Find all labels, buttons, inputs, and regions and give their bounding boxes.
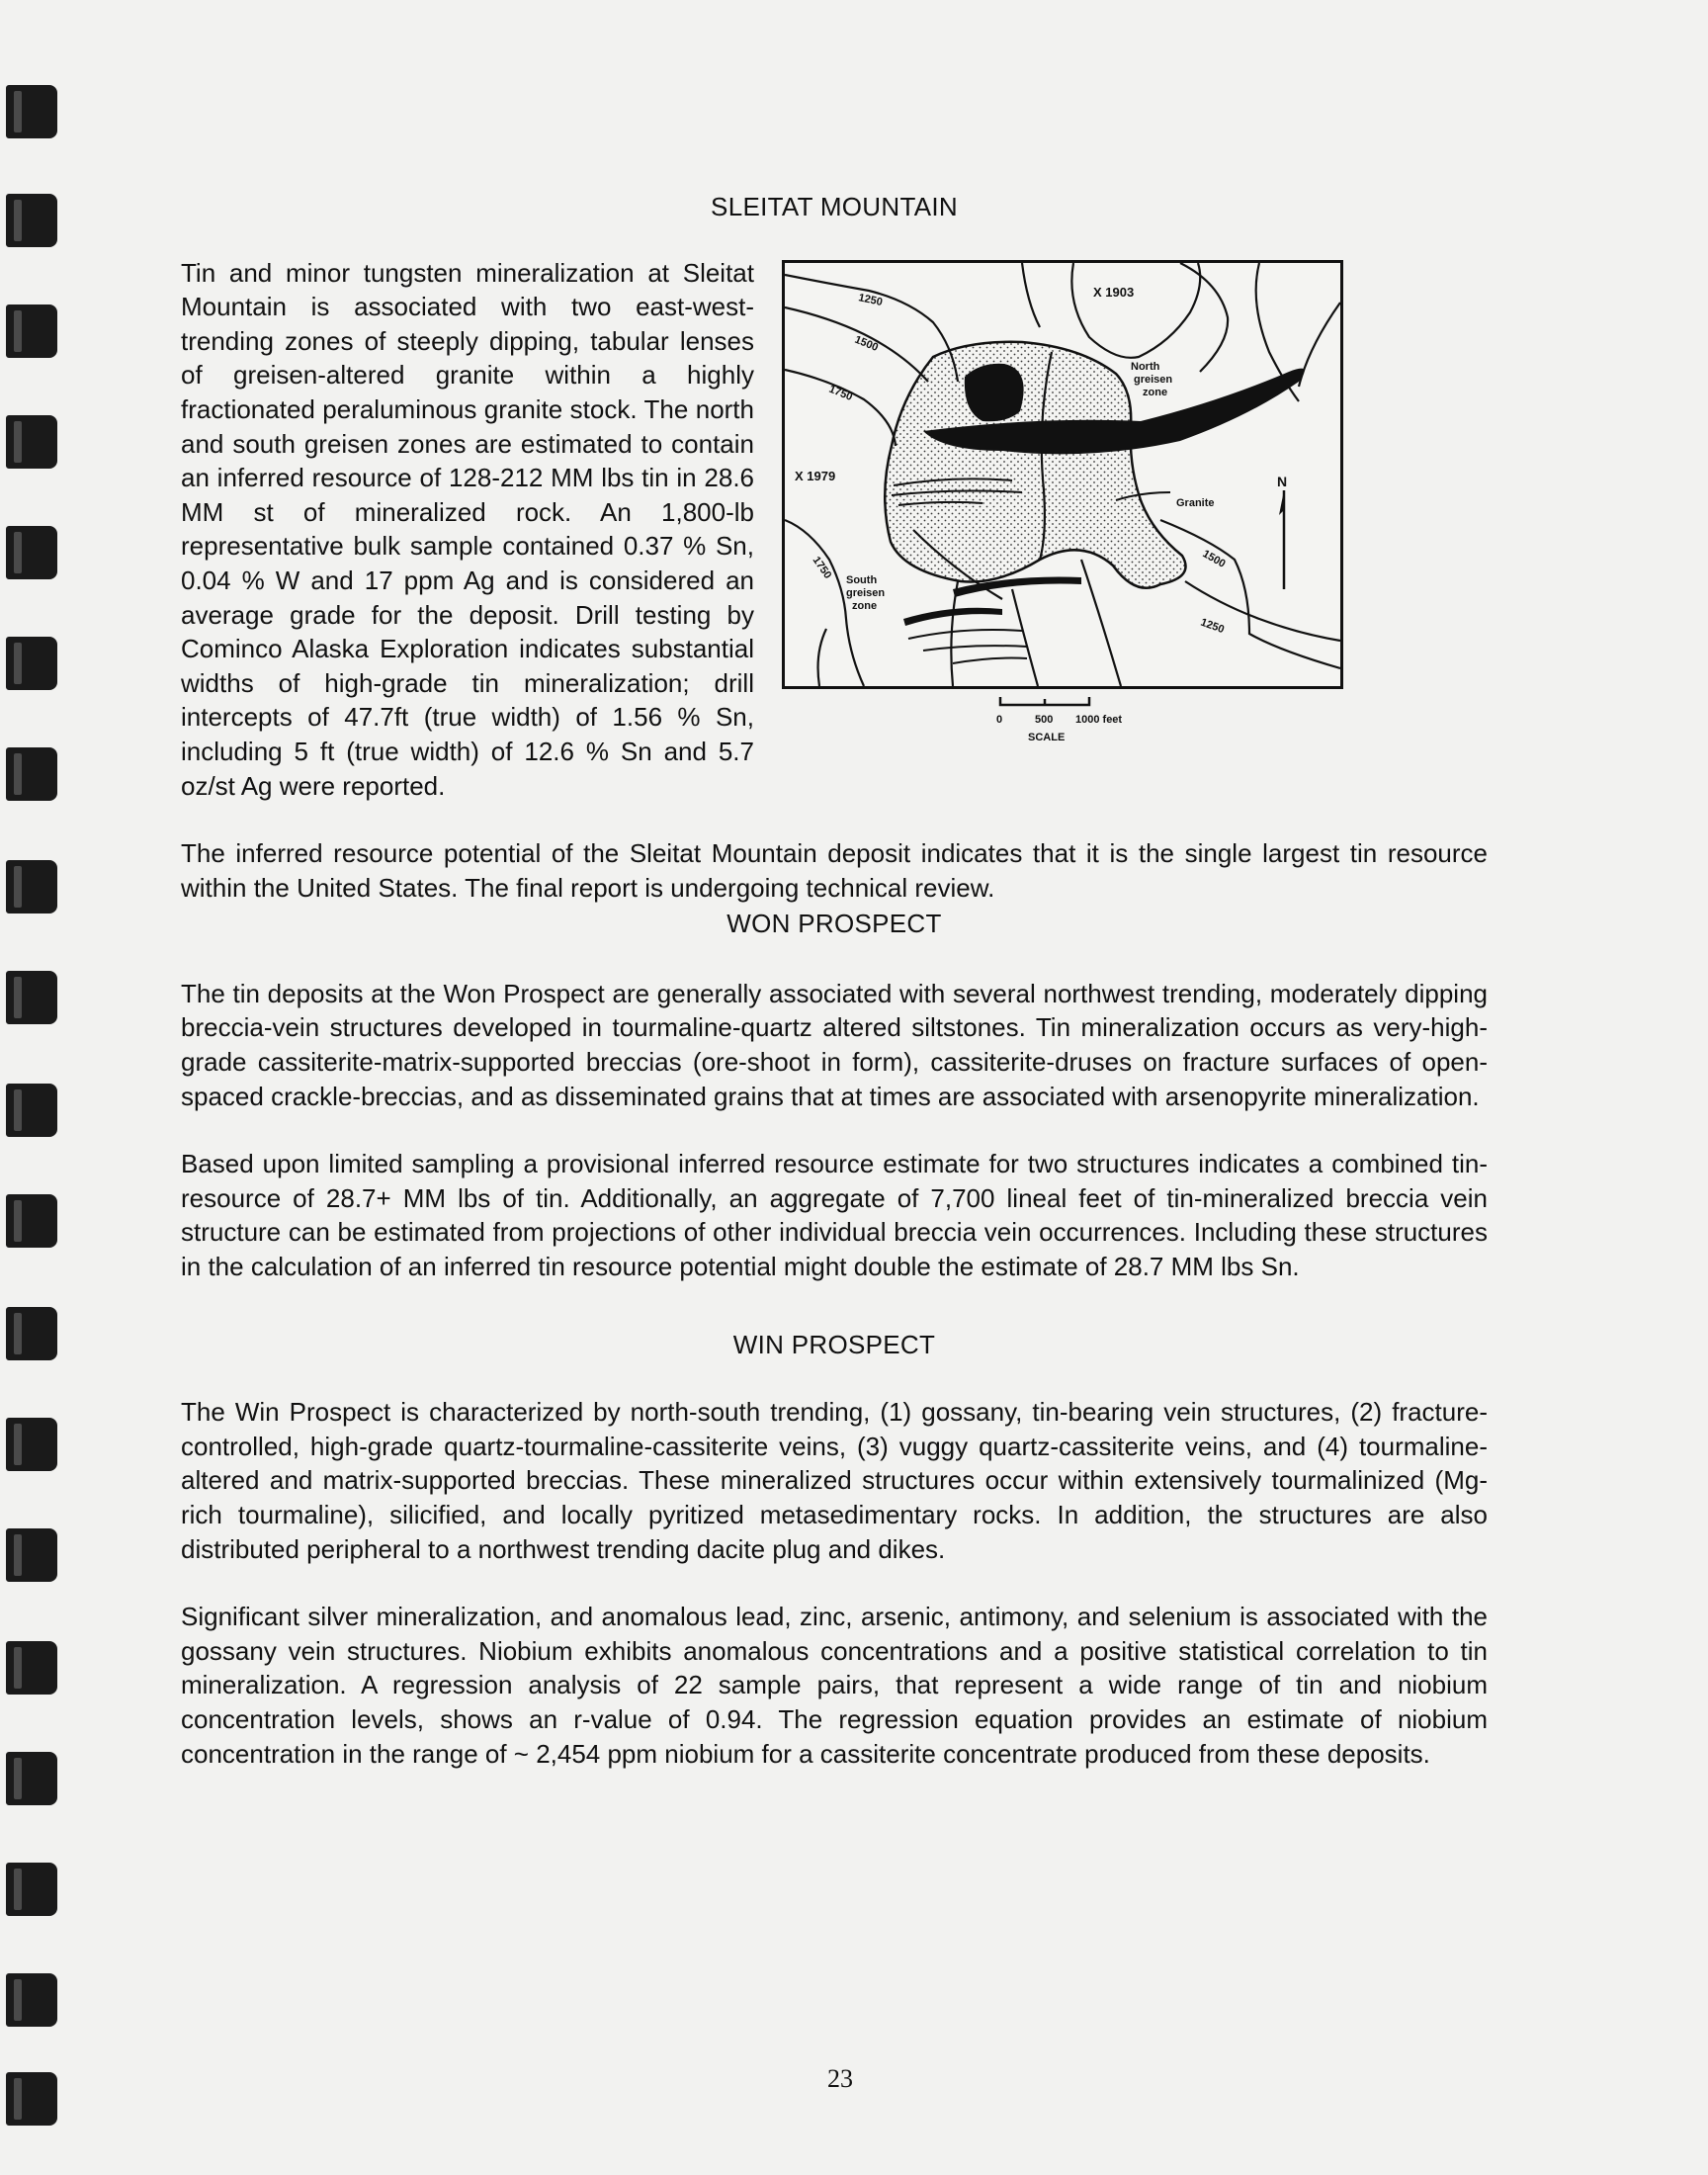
binding-ring: [6, 1194, 57, 1248]
sleitat-paragraph-1: Tin and minor tungsten mineralization at Sleitat Mountain is associated with two east-west-trending zones of steeply dipping, tabular lenses of greisen-altered granite within a highly fractionated peraluminous granite stock. The north and south greisen zones are estimated to contain an inferred resource of 128-212 MM lbs tin in 28.6 MM st of mineralized rock. An 1,800-lb representative bulk sample contained 0.37 % Sn, 0.04 % W and 17 ppm Ag and is considered an average grade for the deposit. Drill testing by Cominco Alaska Exploration indicates substantial widths of high-grade tin mineralization; drill intercepts of 47.7ft (true width) of 1.56 % Sn, including 5 ft (true width) of 12.6 % Sn and 5.7 oz/st Ag were reported.: [181, 257, 754, 801]
won-paragraph-2: Based upon limited sampling a provisional inferred resource estimate for two structures indicates a combined tin-resource of 28.7+ MM lbs of tin. Additionally, an aggregate of 7,700 lineal feet of tin-mineralized breccia vein structure can be estimated from projections of other individual breccia vein occurrences. Including these structures in the calculation of an inferred tin resource potential might double the estimate of 28.7 MM lbs Sn.: [181, 1149, 1488, 1282]
north-label: N: [1277, 473, 1288, 489]
binding-ring: [6, 747, 57, 801]
binding-ring: [6, 526, 57, 579]
binding-ring: [6, 1973, 57, 2027]
win-paragraph-1: The Win Prospect is characterized by north-south trending, (1) gossany, tin-bearing vein structures, (2) fracture-controlled, high-grade quartz-tourmaline-cassiterite veins, (3) vuggy quartz-cassiterite veins, and (4) tourmaline-altered and matrix-supported breccias. These mineralized structures occur within extensively tourmalinized (Mg-rich tourmaline), silicified, and locally pyritized metasedimentary rocks. In addition, the structures are also distributed peripheral to a northwest trending dacite plug and dikes.: [181, 1397, 1488, 1564]
scale-label: SCALE: [1028, 731, 1066, 743]
binding-ring: [6, 1084, 57, 1137]
zone-label: South: [846, 573, 878, 586]
zone-label: zone: [1143, 386, 1168, 398]
map-frame: [782, 260, 1343, 689]
binding-ring: [6, 1752, 57, 1805]
win-paragraph-2: Significant silver mineralization, and anomalous lead, zinc, arsenic, antimony, and selenium is associated with the gossany vein structures. Niobium exhibits anomalous concentrations and a positive statistical correlation to tin mineralization. A regression analysis of 22 sample pairs, that represent a wide range of tin and niobium concentration levels, shows an r-value of 0.94. The regression equation provides an estimate of niobium concentration in the range of ~ 2,454 ppm niobium for a cassiterite concentrate produced from these deposits.: [181, 1602, 1488, 1769]
contour-label: 1750: [826, 383, 855, 403]
binding-ring: [6, 1863, 57, 1916]
scale-tick: 1000 feet: [1075, 713, 1123, 726]
north-arrow-icon: [1279, 490, 1284, 589]
peak-label: X 1979: [795, 468, 836, 483]
sleitat-geologic-map: [785, 263, 1340, 686]
binding-ring: [6, 85, 57, 138]
section-title-sleitat: SLEITAT MOUNTAIN: [711, 192, 958, 221]
contour-label: 1250: [857, 291, 884, 308]
binding-ring: [6, 1641, 57, 1695]
scale-tick: 0: [996, 713, 1003, 726]
sleitat-paragraph-2: The inferred resource potential of the Sleitat Mountain deposit indicates that it is the single largest tin resource within the United States. The final report is undergoing technical review.: [181, 838, 1488, 903]
page-number: 23: [827, 2064, 853, 2093]
binding-ring: [6, 1418, 57, 1471]
spiral-binding: [0, 0, 63, 2175]
granite-label: Granite: [1176, 496, 1215, 509]
binding-ring: [6, 415, 57, 469]
binding-ring: [6, 194, 57, 247]
binding-ring: [6, 971, 57, 1024]
peak-label: X 1903: [1093, 284, 1135, 300]
contour-label: 1500: [852, 333, 881, 354]
binding-ring: [6, 637, 57, 690]
binding-ring: [6, 860, 57, 914]
section-title-win: WIN PROSPECT: [732, 1329, 936, 1359]
won-paragraph-1: The tin deposits at the Won Prospect are generally associated with several northwest trending, moderately dipping breccia-vein structures developed in tourmaline-quartz altered siltstones. Tin mineralization occurs as very-high-grade cassiterite-matrix-supported breccias (ore-shoot in form), cassiterite-druses on fracture surfaces of open-spaced crackle-breccias, and as disseminated grains that at times are associated with arsenopyrite mineralization.: [181, 978, 1488, 1111]
binding-ring: [6, 1528, 57, 1582]
contour-label: 1750: [810, 554, 834, 581]
sleitat-map-figure: [776, 256, 1488, 760]
section-title-won: WON PROSPECT: [726, 909, 942, 939]
main-content: [181, 190, 1488, 1771]
contour-label: 1500: [1200, 547, 1228, 570]
zone-label: greisen: [846, 586, 886, 599]
binding-ring: [6, 304, 57, 358]
contour-label: 1250: [1198, 616, 1227, 636]
binding-ring: [6, 2072, 57, 2126]
zone-label: North: [1131, 360, 1160, 373]
binding-ring: [6, 1307, 57, 1360]
scale-tick: 500: [1035, 713, 1054, 726]
map-scale-bar: [981, 691, 1198, 760]
zone-label: greisen: [1134, 373, 1173, 386]
zone-label: zone: [852, 599, 878, 612]
